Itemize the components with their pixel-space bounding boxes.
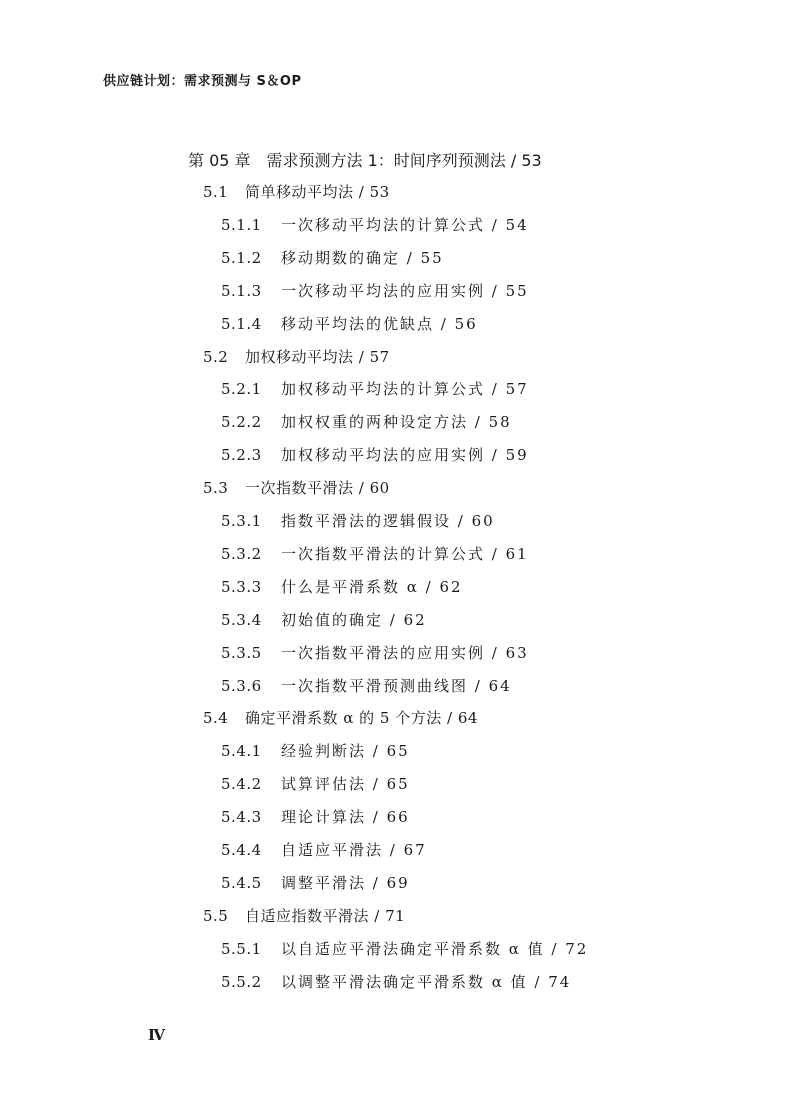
toc-entry-number: 5.1.2: [221, 248, 262, 267]
toc-subsection: [221, 773, 410, 794]
toc-entry-number: 5.5: [203, 906, 229, 925]
toc-entry-title: 以调整平滑法确定平滑系数 α 值 / 74: [281, 972, 572, 991]
toc-subsection: [221, 247, 444, 268]
toc-entry-number: 5.4.4: [221, 841, 262, 859]
toc-entry-title: 一次指数平滑法 / 60: [245, 479, 390, 498]
page-number: Ⅳ: [148, 1026, 166, 1044]
toc-entry-title: 理论计算法 / 66: [281, 808, 410, 827]
toc-entry-title: 一次移动平均法的计算公式 / 54: [281, 215, 529, 234]
toc-subsection: [221, 510, 495, 531]
toc-entry-title: 自适应平滑法 / 67: [281, 841, 427, 859]
toc-entry-title: 一次指数平滑法的应用实例 / 63: [281, 643, 529, 662]
toc-entry-title: 指数平滑法的逻辑假设 / 60: [281, 512, 495, 530]
toc-subsection: [221, 543, 529, 564]
toc-entry-title: 以自适应平滑法确定平滑系数 α 值 / 72: [281, 939, 589, 958]
toc-section: [203, 181, 390, 202]
toc-entry-number: 5.2.3: [221, 446, 262, 465]
toc-subsection: [221, 740, 410, 761]
toc-entry-number: 5.3.6: [221, 676, 262, 695]
toc-subsection: [221, 675, 512, 696]
toc-section: [203, 707, 478, 728]
toc-subsection: [221, 313, 478, 334]
toc-subsection: [221, 872, 410, 893]
toc-entry-number: 5.3.2: [221, 544, 262, 563]
toc-entry-title: 加权移动平均法 / 57: [245, 347, 390, 366]
toc-entry-number: 5.3.5: [221, 643, 262, 662]
toc-entry-number: 5.2.2: [221, 413, 262, 432]
toc-entry-number: 5.4: [203, 709, 229, 728]
toc-entry-number: 5.2.1: [221, 380, 262, 399]
toc-entry-title: 一次指数平滑法的计算公式 / 61: [281, 544, 529, 563]
chapter-heading: 第 05 章 需求预测方法 1：时间序列预测法 / 53: [188, 151, 542, 170]
toc-entry-title: 试算评估法 / 65: [281, 775, 410, 794]
toc-entry-number: 5.4.2: [221, 775, 262, 794]
toc-entry-title: 加权移动平均法的应用实例 / 59: [281, 446, 529, 465]
toc-entry-title: 调整平滑法 / 69: [281, 873, 410, 892]
toc-entry-number: 5.1.1: [221, 215, 262, 234]
toc-entry-number: 5.4.1: [221, 742, 262, 761]
toc-subsection: [221, 411, 512, 432]
toc-entry-number: 5.1.3: [221, 281, 262, 300]
toc-entry-title: 经验判断法 / 65: [281, 742, 410, 761]
toc-subsection: [221, 280, 529, 301]
toc-subsection: [221, 609, 427, 630]
toc-entry-number: 5.4.3: [221, 808, 262, 827]
toc-entry-title: 初始值的确定 / 62: [281, 610, 427, 629]
toc-entry-number: 5.4.5: [221, 873, 262, 892]
toc-entry-title: 加权权重的两种设定方法 / 58: [281, 413, 512, 432]
toc-entry-title: 加权移动平均法的计算公式 / 57: [281, 380, 529, 399]
toc-subsection: [221, 378, 529, 399]
toc-subsection: [221, 576, 463, 597]
toc-entry-number: 5.3.3: [221, 577, 262, 596]
toc-subsection: [221, 642, 529, 663]
toc-entry-title: 移动期数的确定 / 55: [281, 248, 444, 267]
toc-subsection: [221, 938, 588, 959]
toc-section: [203, 346, 390, 367]
toc-entry-number: 5.3: [203, 479, 229, 498]
toc-entry-title: 一次指数平滑预测曲线图 / 64: [281, 676, 512, 695]
toc-subsection: [221, 214, 529, 235]
toc-entry-number: 5.1: [203, 183, 229, 201]
toc-subsection: [221, 971, 571, 992]
toc-entry-number: 5.5.2: [221, 972, 262, 991]
toc-entry-title: 简单移动平均法 / 53: [245, 183, 390, 201]
toc-entry-number: 5.2: [203, 347, 229, 366]
toc-subsection: [221, 444, 529, 465]
toc-entry-number: 5.3.1: [221, 512, 262, 530]
toc-entry-title: 确定平滑系数 α 的 5 个方法 / 64: [245, 709, 478, 728]
toc-entry-number: 5.1.4: [221, 314, 262, 333]
toc-entry-number: 5.3.4: [221, 610, 262, 629]
running-head: 供应链计划：需求预测与 S＆OP: [103, 74, 302, 89]
toc-entry-title: 移动平均法的优缺点 / 56: [281, 314, 478, 333]
toc-subsection: [221, 839, 427, 860]
toc-section: [203, 477, 390, 498]
toc-entry-title: 自适应指数平滑法 / 71: [245, 906, 406, 925]
toc-entry-number: 5.5.1: [221, 939, 262, 958]
toc-entry-title: 一次移动平均法的应用实例 / 55: [281, 281, 529, 300]
toc-section: [203, 905, 405, 926]
toc-subsection: [221, 806, 410, 827]
toc-entry-title: 什么是平滑系数 α / 62: [281, 577, 463, 596]
